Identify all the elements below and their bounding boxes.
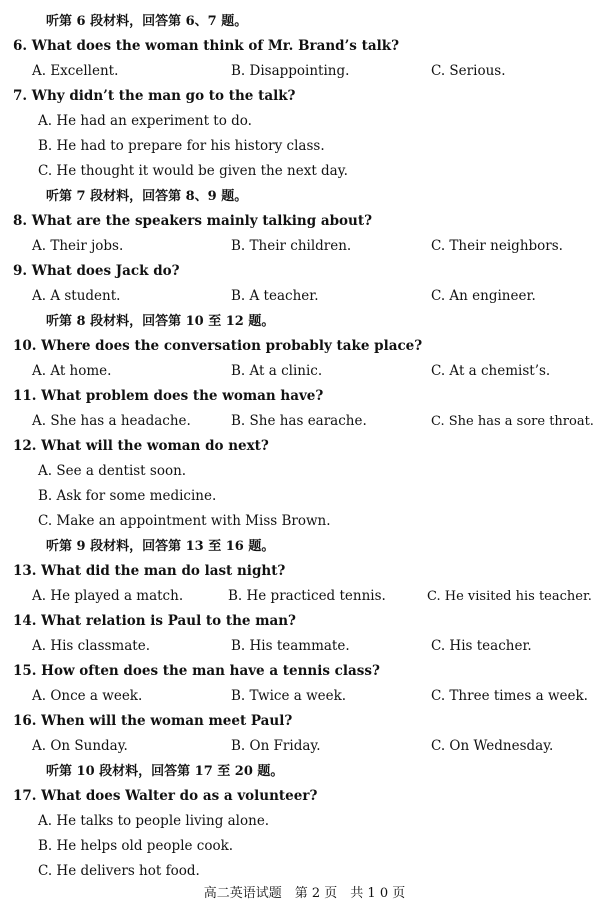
q7-option-c: C. He thought it would be given the next day. <box>38 163 348 179</box>
q9-option-c: C. An engineer. <box>431 288 536 304</box>
section-heading: 听第 9 段材料，回答第 13 至 16 题。 <box>46 539 275 554</box>
q8-option-a: A. Their jobs. <box>32 238 124 254</box>
q15-option-c: C. Three times a week. <box>431 688 588 704</box>
q11-option-a: A. She has a headache. <box>32 413 191 429</box>
q14-option-b: B. His teammate. <box>231 638 350 654</box>
q10-option-a: A. At home. <box>32 363 112 379</box>
q16-option-a: A. On Sunday. <box>32 738 128 754</box>
q12-option-c: C. Make an appointment with Miss Brown. <box>38 513 331 529</box>
section-heading: 听第 7 段材料，回答第 8、9 题。 <box>46 189 248 204</box>
question-12: 12. What will the woman do next? <box>13 438 269 454</box>
q17-option-b: B. He helps old people cook. <box>38 838 234 854</box>
q12-option-a: A. See a dentist soon. <box>38 463 187 479</box>
q16-option-c: C. On Wednesday. <box>431 738 554 754</box>
question-6: 6. What does the woman think of Mr. Brand’s talk? <box>13 38 399 54</box>
question-16: 16. When will the woman meet Paul? <box>13 713 293 729</box>
question-13: 13. What did the man do last night? <box>13 563 286 579</box>
q11-option-c: C. She has a sore throat. <box>431 414 594 429</box>
q13-option-a: A. He played a match. <box>32 588 184 604</box>
question-8: 8. What are the speakers mainly talking about? <box>13 213 373 229</box>
q8-option-b: B. Their children. <box>231 238 352 254</box>
q17-option-a: A. He talks to people living alone. <box>38 813 270 829</box>
q14-option-a: A. His classmate. <box>32 638 150 654</box>
q7-option-a: A. He had an experiment to do. <box>38 113 252 129</box>
q13-option-c: C. He visited his teacher. <box>427 589 592 604</box>
q14-option-c: C. His teacher. <box>431 638 532 654</box>
q6-option-a: A. Excellent. <box>32 63 119 79</box>
q11-option-b: B. She has earache. <box>231 413 367 429</box>
question-9: 9. What does Jack do? <box>13 263 180 279</box>
question-11: 11. What problem does the woman have? <box>13 388 324 404</box>
question-15: 15. How often does the man have a tennis class? <box>13 663 380 679</box>
question-7: 7. Why didn’t the man go to the talk? <box>13 88 296 104</box>
q17-option-c: C. He delivers hot food. <box>38 863 200 879</box>
q9-option-a: A. A student. <box>32 288 121 304</box>
section-heading: 听第 8 段材料，回答第 10 至 12 题。 <box>46 314 275 329</box>
section-heading: 听第 6 段材料，回答第 6、7 题。 <box>46 14 248 29</box>
q15-option-a: A. Once a week. <box>32 688 143 704</box>
q13-option-b: B. He practiced tennis. <box>228 588 386 604</box>
question-14: 14. What relation is Paul to the man? <box>13 613 296 629</box>
q6-option-c: C. Serious. <box>431 63 506 79</box>
q10-option-b: B. At a clinic. <box>231 363 323 379</box>
q10-option-c: C. At a chemist’s. <box>431 363 551 379</box>
q9-option-b: B. A teacher. <box>231 288 319 304</box>
q12-option-b: B. Ask for some medicine. <box>38 488 217 504</box>
section-heading: 听第 10 段材料，回答第 17 至 20 题。 <box>46 764 284 779</box>
q15-option-b: B. Twice a week. <box>231 688 347 704</box>
q8-option-c: C. Their neighbors. <box>431 238 563 254</box>
question-17: 17. What does Walter do as a volunteer? <box>13 788 318 804</box>
q6-option-b: B. Disappointing. <box>231 63 350 79</box>
page-footer: 高二英语试题 第 2 页 共 1 0 页 <box>203 886 406 901</box>
question-10: 10. Where does the conversation probably take place? <box>13 338 423 354</box>
q7-option-b: B. He had to prepare for his history class. <box>38 138 325 154</box>
q16-option-b: B. On Friday. <box>231 738 321 754</box>
